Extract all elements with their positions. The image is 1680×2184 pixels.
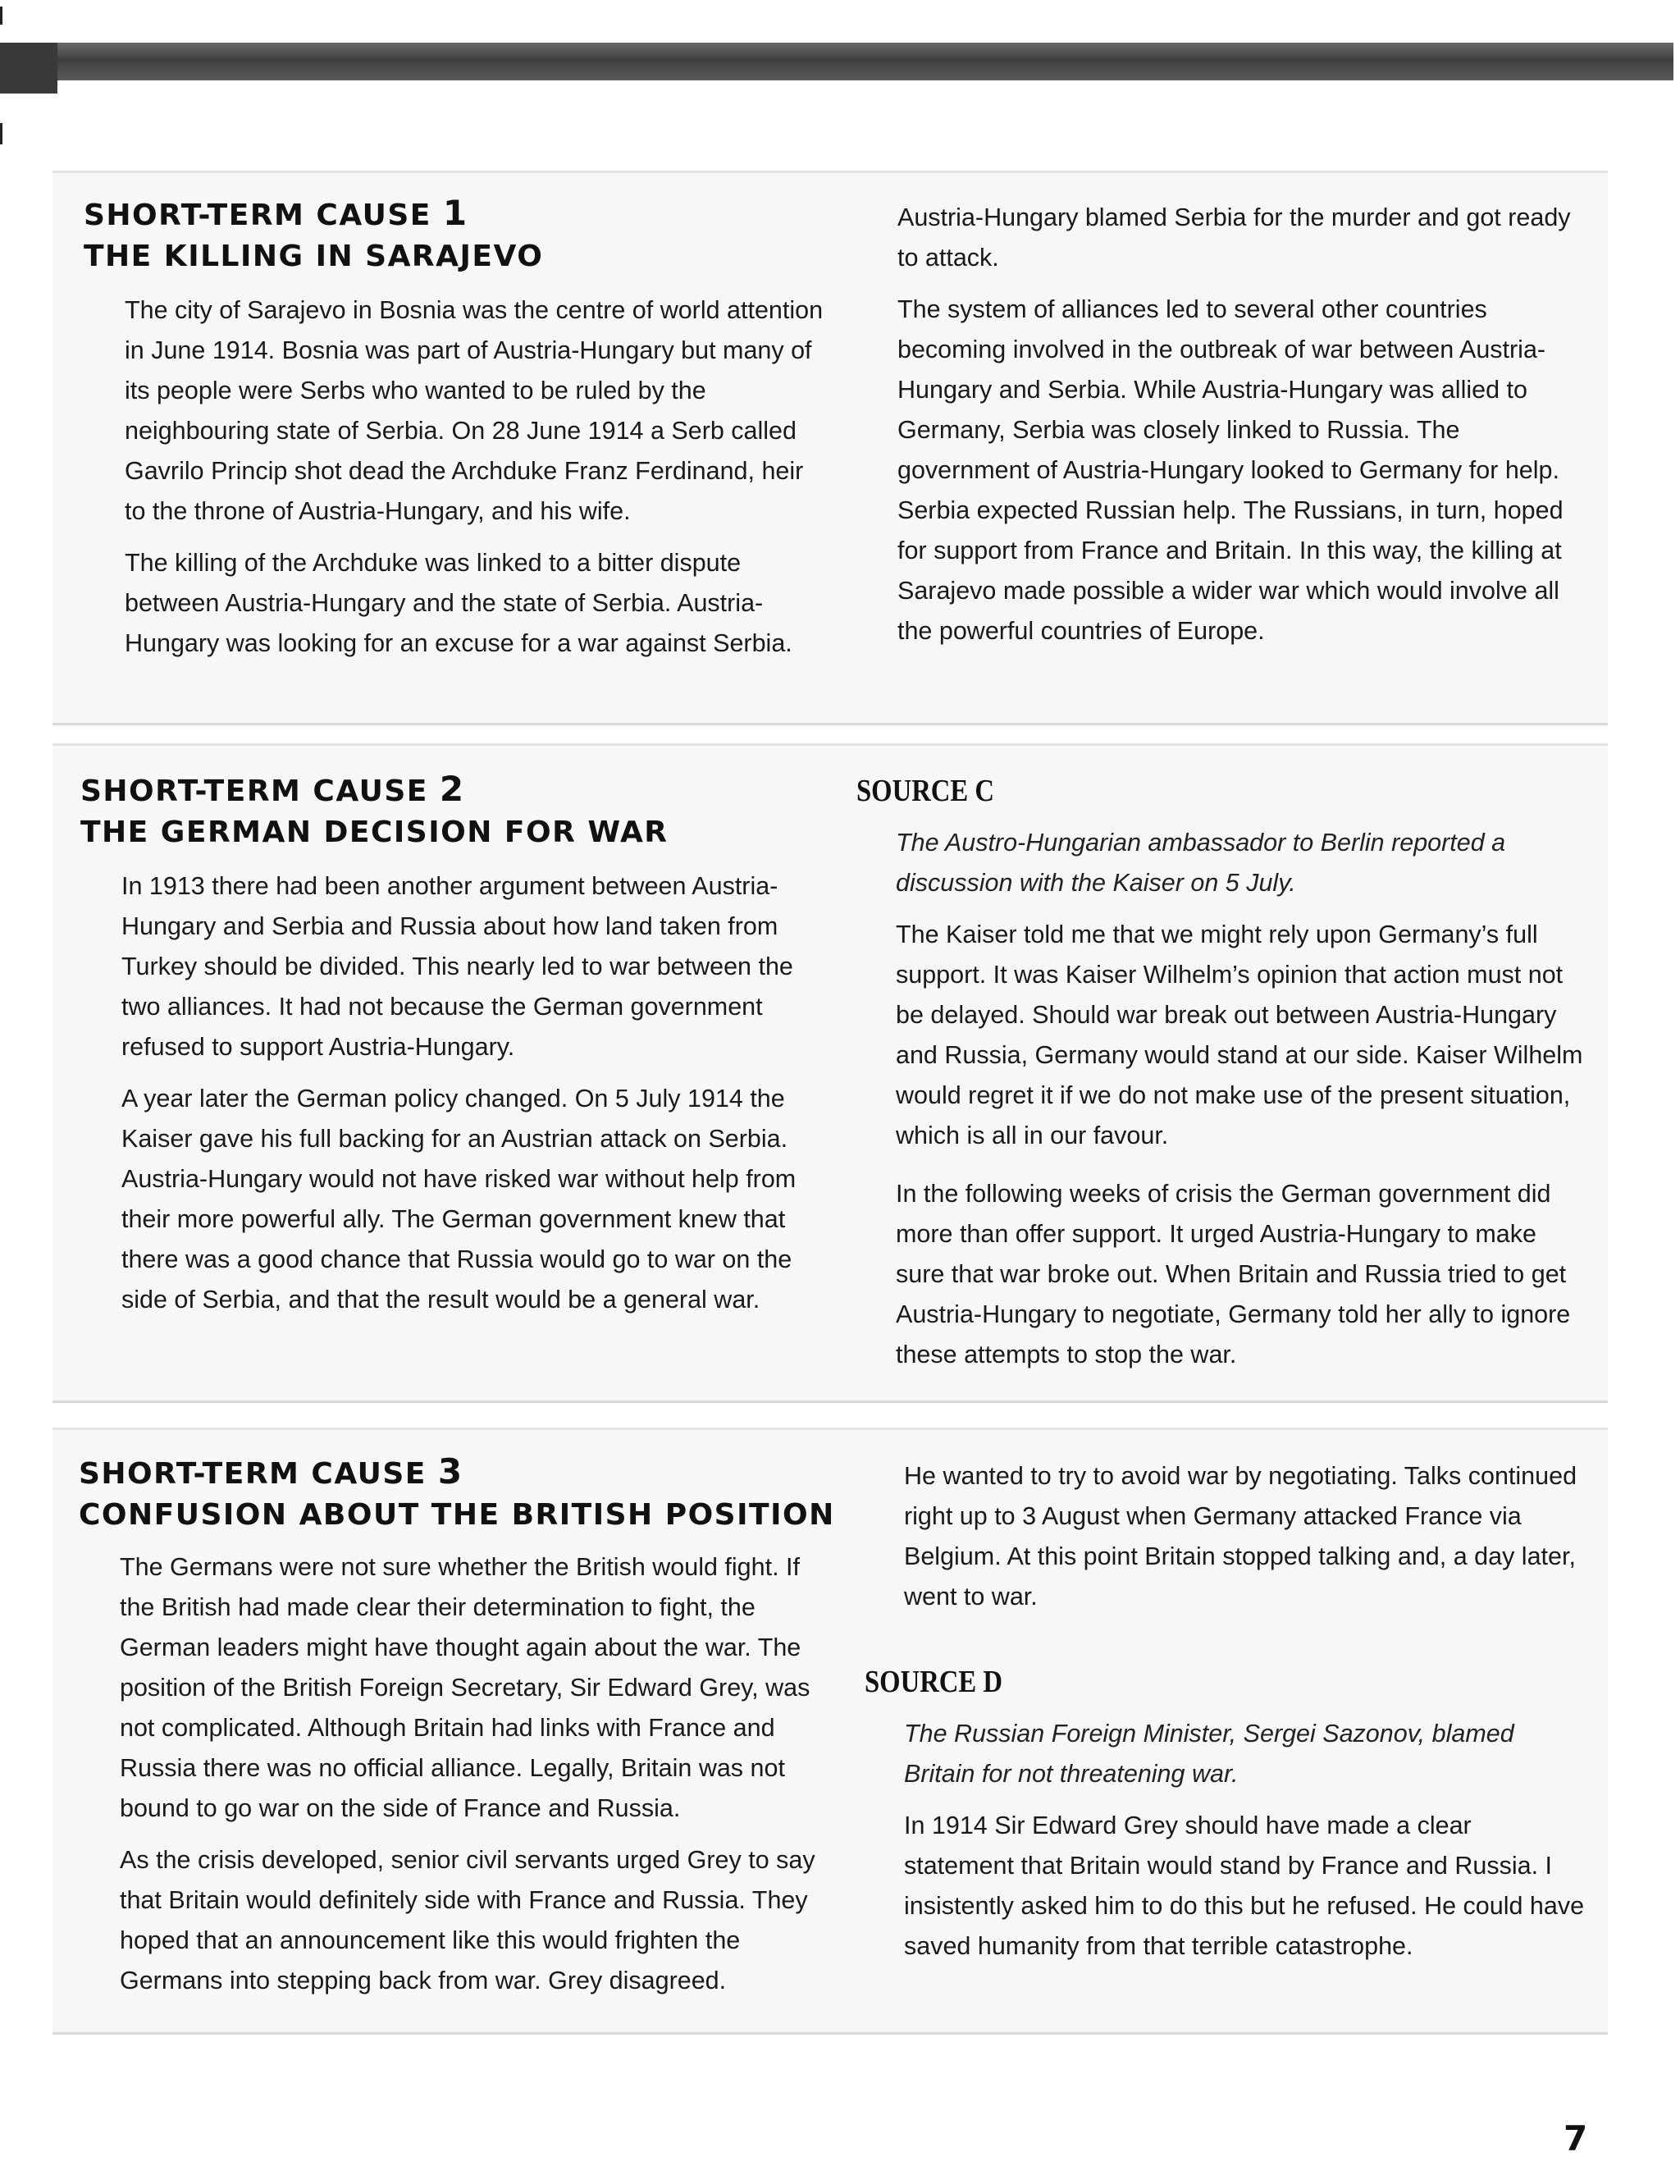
source-caption: The Austro-Hungarian ambassador to Berlin reported a discussion with the Kaiser on 5 July. <box>896 829 1506 897</box>
left-column <box>80 769 835 1332</box>
left-column <box>79 1451 842 2013</box>
heading-title: THE GERMAN DECISION FOR WAR <box>80 816 669 849</box>
section-heading <box>84 193 838 277</box>
heading-label: SHORT-TERM CAUSE <box>84 199 443 232</box>
paragraph: The killing of the Archduke was linked to a bitter dispute between Austria-Hungary and the state of Serbia. Austria-Hungary was looking for an excuse for a war against Serbia. <box>125 549 792 657</box>
source-block <box>904 1714 1585 1967</box>
header-bar-tab <box>0 43 57 94</box>
paragraph: The Germans were not sure whether the British would fight. If the British had made clear their determination to fight, the German leaders might have thought again about the war. The position of the British Foreign Secretary, Sir Edward Grey, was not complicated. Although Britain had links with France and Russia there was no official alliance. Legally, Britain was not bound to go war on the side of France and Russia. <box>120 1553 810 1822</box>
heading-number: 1 <box>442 193 468 233</box>
section-panel-2 <box>52 743 1608 1403</box>
source-heading: SOURCE D <box>865 1665 1002 1699</box>
source-heading: SOURCE C <box>856 774 994 808</box>
body-block <box>121 866 827 1320</box>
source-quote: In 1914 Sir Edward Grey should have made a clear statement that Britain would stand by France and Russia. I insistently asked him to do this but he refused. He could have saved humanity from that terrible catastrophe. <box>904 1812 1585 1960</box>
paragraph: The city of Sarajevo in Bosnia was the centre of world attention in June 1914. Bosnia was part of Austria-Hungary but many of its people were Serbs who wanted to be ruled by the neighbouring state of Serbia. On 28 June 1914 a Serb called Gavrilo Princip shot dead the Archduke Franz Ferdinand, heir to the throne of Austria-Hungary, and his wife. <box>125 296 824 525</box>
paragraph: The system of alliances led to several other countries becoming involved in the outbreak of war between Austria-Hungary and Serbia. While Austria-Hungary was allied to Germany, Serbia was closely linked to Russia. The government of Austria-Hungary looked to Germany for help. Serbia expected Russian help. The Russians, in turn, hoped for support from France and Britain. In this way, the killing at Sarajevo made possible a wider war which would involve all the powerful countries of Europe. <box>897 295 1564 645</box>
source-block <box>896 823 1585 1375</box>
right-column <box>856 770 1586 1387</box>
right-column <box>897 198 1586 663</box>
heading-number: 3 <box>437 1451 463 1492</box>
left-column <box>84 193 838 675</box>
header-bar <box>0 43 1673 80</box>
page-number: 7 <box>1564 2118 1588 2159</box>
paragraph: In 1913 there had been another argument between Austria-Hungary and Serbia and Russia about how land taken from Turkey should be divided. This nearly led to war between the two alliances. It had not because the German government refused to support Austria-Hungary. <box>121 872 793 1061</box>
heading-label: SHORT-TERM CAUSE <box>80 774 440 808</box>
paragraph: In the following weeks of crisis the German government did more than offer support. It urged Austria-Hungary to make sure that war broke out. When Britain and Russia tried to get Austria-Hungary to negotiate, Germany told her ally to ignore these attempts to stop the war. <box>896 1180 1571 1368</box>
paragraph: He wanted to try to avoid war by negotiating. Talks continued right up to 3 August when Germany attacked France via Belgium. At this point Britain stopped talking and, a day later, went to war. <box>904 1462 1577 1611</box>
heading-title: THE KILLING IN SARAJEVO <box>84 240 544 273</box>
section-panel-3 <box>52 1428 1608 2035</box>
section-heading <box>79 1451 842 1536</box>
paragraph: As the crisis developed, senior civil servants urged Grey to say that Britain would definitely side with France and Russia. They hoped that an announcement like this would frighten the Germans into stepping back from war. Grey disagreed. <box>120 1846 815 1994</box>
body-block <box>120 1547 825 2001</box>
heading-label: SHORT-TERM CAUSE <box>79 1457 438 1491</box>
paragraph: Austria-Hungary blamed Serbia for the murder and got ready to attack. <box>897 203 1571 272</box>
heading-title: CONFUSION ABOUT THE BRITISH POSITION <box>79 1498 835 1532</box>
heading-number: 2 <box>439 769 465 809</box>
margin-mark <box>0 123 2 144</box>
right-column <box>865 1456 1586 1978</box>
body-block <box>125 290 830 664</box>
source-caption: The Russian Foreign Minister, Sergei Sazonov, blamed Britain for not threatening war. <box>904 1720 1514 1788</box>
margin-mark <box>0 7 2 25</box>
paragraph: A year later the German policy changed. On 5 July 1914 the Kaiser gave his full backing for an Austrian attack on Serbia. Austria-Hungary would not have risked war without help from their more powerful ally. The German government knew that there was a good chance that Russia would go to war on the side of Serbia, and that the result would be a general war. <box>121 1085 797 1314</box>
section-panel-1 <box>52 171 1608 725</box>
section-heading <box>80 769 835 853</box>
source-quote: The Kaiser told me that we might rely upon Germany’s full support. It was Kaiser Wilhelm’s opinion that action must not be delayed. Should war break out between Austria-Hungary and Russia, Germany would stand at our side. Kaiser Wilhelm would regret it if we do not make use of the present situation, which is all in our favour. <box>896 921 1583 1149</box>
